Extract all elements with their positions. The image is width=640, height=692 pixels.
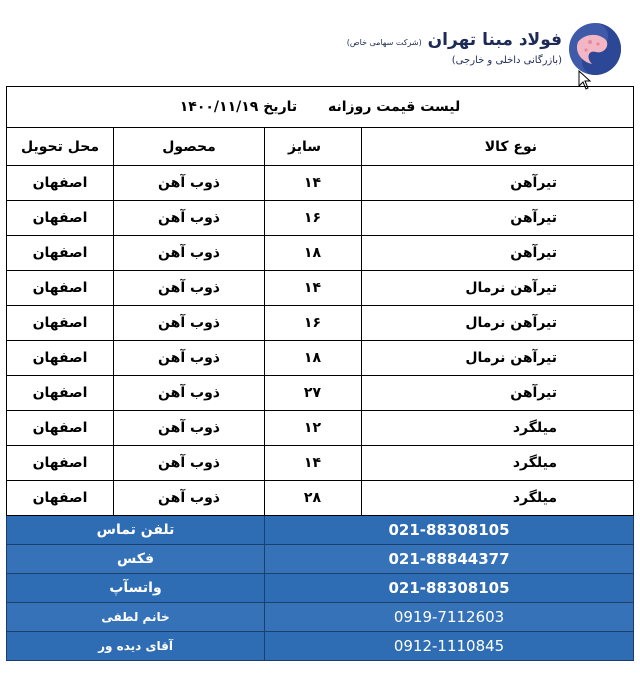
cell-size: ۱۶ [265, 201, 362, 236]
cell-size: ۱۲ [265, 411, 362, 446]
cell-place: اصفهان [7, 411, 114, 446]
cell-place: اصفهان [7, 271, 114, 306]
cell-name: تیرآهن نرمال [362, 306, 634, 341]
header-name: نوع کالا [362, 128, 634, 166]
contact-label: خانم لطفی [7, 603, 265, 632]
cell-size: ۱۸ [265, 341, 362, 376]
cell-name: تیرآهن [362, 236, 634, 271]
cell-product: ذوب آهن [114, 236, 265, 271]
cell-product: ذوب آهن [114, 306, 265, 341]
page-header [0, 0, 640, 86]
header-size: سایز [265, 128, 362, 166]
cell-size: ۱۸ [265, 236, 362, 271]
table-row [7, 481, 634, 516]
cell-name: تیرآهن نرمال [362, 271, 634, 306]
company-logo-icon [568, 22, 622, 76]
cell-place: اصفهان [7, 376, 114, 411]
cell-size: ۲۸ [265, 481, 362, 516]
cell-place: اصفهان [7, 201, 114, 236]
table-row [7, 446, 634, 481]
cell-size: ۱۴ [265, 166, 362, 201]
table-row [7, 306, 634, 341]
cell-place: اصفهان [7, 236, 114, 271]
cell-name: تیرآهن [362, 376, 634, 411]
contact-row [7, 632, 634, 661]
cell-product: ذوب آهن [114, 376, 265, 411]
cell-product: ذوب آهن [114, 166, 265, 201]
cell-size: ۱۴ [265, 271, 362, 306]
contact-row [7, 545, 634, 574]
cell-product: ذوب آهن [114, 201, 265, 236]
table-row [7, 341, 634, 376]
cell-name: تیرآهن [362, 166, 634, 201]
table-row [7, 271, 634, 306]
cell-place: اصفهان [7, 481, 114, 516]
cell-product: ذوب آهن [114, 446, 265, 481]
price-list-date: تاریخ ۱۴۰۰/۱۱/۱۹ [179, 99, 298, 115]
price-list-table [6, 86, 634, 661]
cell-product: ذوب آهن [114, 271, 265, 306]
contact-row [7, 603, 634, 632]
table-row [7, 411, 634, 446]
contact-phone[interactable]: 0912-1110845 [265, 632, 634, 661]
contact-row [7, 574, 634, 603]
cell-product: ذوب آهن [114, 481, 265, 516]
cell-place: اصفهان [7, 341, 114, 376]
table-row [7, 166, 634, 201]
contact-label: آقای دیده ور [7, 632, 265, 661]
table-title [7, 87, 634, 128]
cell-name: تیرآهن [362, 201, 634, 236]
header-product: محصول [114, 128, 265, 166]
table-header-row [7, 128, 634, 166]
contact-phone[interactable]: 0919-7112603 [265, 603, 634, 632]
cell-size: ۱۴ [265, 446, 362, 481]
contact-phone[interactable]: 021-88308105 [265, 574, 634, 603]
table-row [7, 376, 634, 411]
contact-label: فکس [7, 545, 265, 574]
table-row [7, 236, 634, 271]
cell-name: میلگرد [362, 481, 634, 516]
table-row [7, 201, 634, 236]
brand-subtitle: (بازرگانی داخلی و خارجی) [451, 55, 562, 66]
cell-place: اصفهان [7, 306, 114, 341]
brand-note: (شرکت سهامی خاص) [346, 38, 422, 47]
cell-name: میلگرد [362, 411, 634, 446]
contact-phone[interactable]: 021-88844377 [265, 545, 634, 574]
price-list-title: لیست قیمت روزانه [328, 99, 461, 115]
cell-place: اصفهان [7, 166, 114, 201]
cell-size: ۲۷ [265, 376, 362, 411]
cell-product: ذوب آهن [114, 411, 265, 446]
contact-row [7, 516, 634, 545]
header-place: محل تحویل [7, 128, 114, 166]
cell-place: اصفهان [7, 446, 114, 481]
cell-product: ذوب آهن [114, 341, 265, 376]
contact-phone[interactable]: 021-88308105 [265, 516, 634, 545]
cell-size: ۱۶ [265, 306, 362, 341]
cell-name: تیرآهن نرمال [362, 341, 634, 376]
cell-name: میلگرد [362, 446, 634, 481]
contact-label: واتسآپ [7, 574, 265, 603]
contact-label: تلفن تماس [7, 516, 265, 545]
brand-name: فولاد مبنا تهران (شرکت سهامی خاص) [346, 30, 562, 50]
